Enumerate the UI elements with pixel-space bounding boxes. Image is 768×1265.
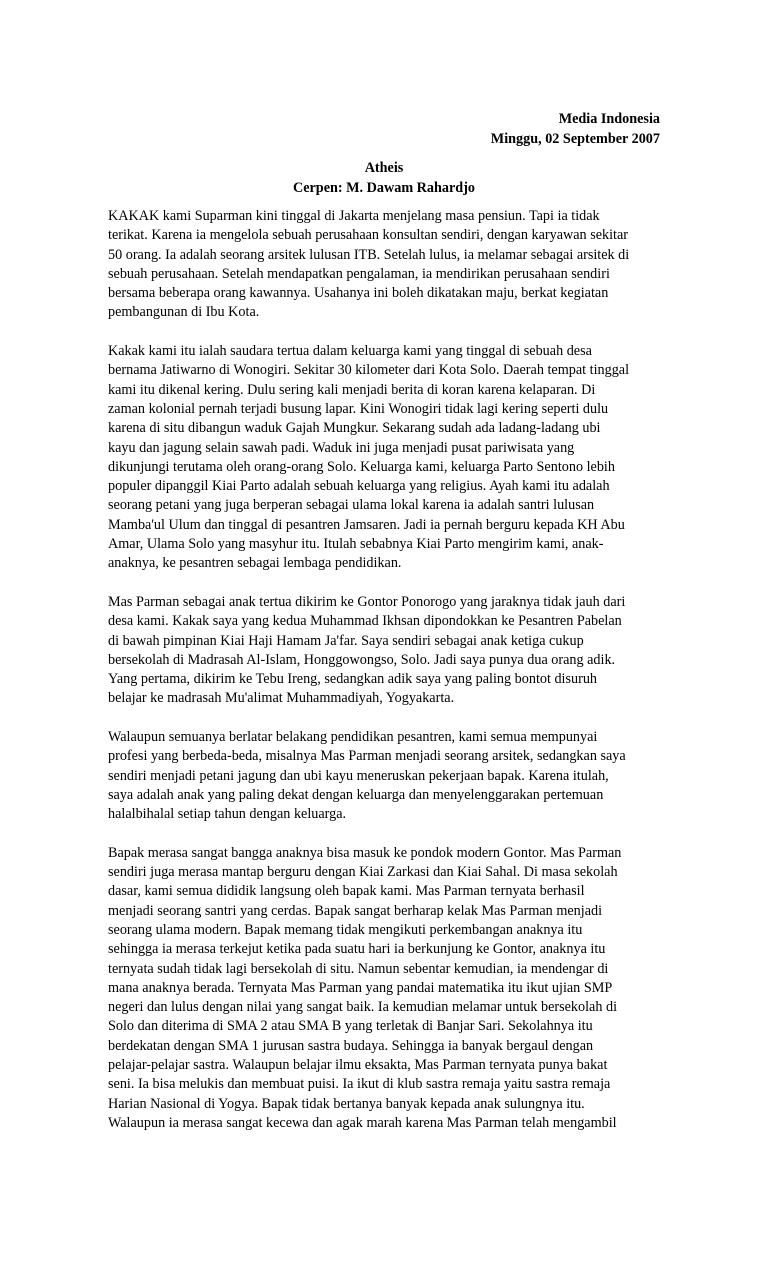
text-line: seorang petani yang juga berperan sebagai ulama lokal karena ia adalah santri lulusan — [108, 497, 595, 514]
story-body — [108, 207, 668, 1153]
text-line: Bapak merasa sangat bangga anaknya bisa masuk ke pondok modern Gontor. Mas Parman — [108, 844, 622, 861]
paragraph-3 — [108, 593, 668, 709]
publication-date: Minggu, 02 September 2007 — [490, 131, 660, 147]
text-line: anaknya, ke pesantren sebagai lembaga pendidikan. — [108, 555, 402, 572]
story-byline: Cerpen: M. Dawam Rahardjo — [292, 180, 476, 196]
text-line: Walaupun ia merasa sangat kecewa dan agak marah karena Mas Parman telah mengambil — [108, 1114, 617, 1131]
text-line: bersekolah di Madrasah Al-Islam, Honggowongso, Solo. Jadi saya punya dua orang adik. — [108, 651, 616, 668]
text-line: mana anaknya berada. Ternyata Mas Parman yang pandai matematika itu ikut ujian SMP — [108, 979, 613, 996]
text-line: Solo dan diterima di SMA 2 atau SMA B yang terletak di Banjar Sari. Sekolahnya itu — [108, 1018, 593, 1035]
text-line: Mas Parman sebagai anak tertua dikirim ke Gontor Ponorogo yang jaraknya tidak jauh dari — [108, 593, 626, 610]
text-line: ternyata sudah tidak lagi bersekolah di situ. Namun sebentar kemudian, ia mendengar di — [108, 960, 609, 977]
text-line: bernama Jatiwarno di Wonogiri. Sekitar 30 kilometer dari Kota Solo. Daerah tempat tinggal — [108, 362, 630, 379]
text-line: menjadi seorang santri yang cerdas. Bapak sangat berharap kelak Mas Parman menjadi — [108, 902, 603, 919]
text-line: dasar, kami semua dididik langsung oleh bapak kami. Mas Parman ternyata berhasil — [108, 883, 585, 900]
text-line: KAKAK kami Suparman kini tinggal di Jakarta menjelang masa pensiun. Tapi ia tidak — [108, 208, 600, 224]
text-line: zaman kolonial pernah terjadi busung lapar. Kini Wonogiri tidak lagi kering seperti dulu — [108, 400, 609, 417]
text-line: karena di situ dibangun waduk Gajah Mungkur. Sekarang sudah ada ladang-ladang ubi — [108, 420, 601, 437]
text-line: Kakak kami itu ialah saudara tertua dalam keluarga kami yang tinggal di sebuah desa — [108, 343, 592, 360]
text-line: seni. Ia bisa melukis dan membuat puisi. Ia ikut di klub sastra remaja yaitu sastra remaja — [108, 1076, 611, 1093]
text-line: pembangunan di Ibu Kota. — [108, 304, 260, 321]
text-line: Yang pertama, dikirim ke Tebu Ireng, sedangkan adik saya yang paling bontot disuruh — [108, 671, 598, 688]
text-line: sehingga ia merasa terkejut ketika pada suatu hari ia berkunjung ke Gontor, anaknya itu — [108, 941, 606, 958]
paragraph-5 — [108, 844, 668, 1133]
text-line: sebuah perusahaan. Setelah mendapatkan pengalaman, ia mendirikan perusahaan sendiri — [108, 265, 610, 282]
masthead — [491, 109, 660, 149]
paragraph-4 — [108, 728, 668, 824]
text-line: sendiri menjadi petani jagung dan ubi kayu meneruskan pekerjaan bapak. Karena itulah, — [108, 767, 609, 784]
text-line: Walaupun semuanya berlatar belakang pendidikan pesantren, kami semua mempunyai — [108, 729, 598, 746]
text-line: terikat. Karena ia mengelola sebuah perusahaan konsultan sendiri, dengan karyawan sekitar — [108, 227, 629, 244]
text-line: halalbihalal setiap tahun dengan keluarga. — [108, 806, 347, 823]
text-line: Mamba'ul Ulum dan tinggal di pesantren Jamsaren. Jadi ia pernah berguru kepada KH Abu — [108, 516, 625, 533]
title-block — [108, 158, 660, 198]
text-line: desa kami. Kakak saya yang kedua Muhammad Ikhsan dipondokkan ke Pesantren Pabelan — [108, 613, 622, 630]
paragraph-2 — [108, 342, 668, 574]
text-line: berdekatan dengan SMA 1 jurusan sastra budaya. Sehingga ia banyak bergaul dengan — [108, 1037, 594, 1054]
story-title: Atheis — [364, 160, 404, 176]
text-line: negeri dan lulus dengan nilai yang sangat baik. Ia kemudian melamar untuk bersekolah di — [108, 999, 618, 1016]
text-line: saya adalah anak yang paling dekat dengan keluarga dan menyelenggarakan pertemuan — [108, 786, 604, 803]
text-line: populer dipanggil Kiai Parto adalah sebuah keluarga yang religius. Ayah kami itu adalah — [108, 478, 610, 495]
text-line: 50 orang. Ia adalah seorang arsitek lulusan ITB. Setelah lulus, ia melamar sebagai arsitek di — [108, 246, 630, 263]
text-line: Amar, Ulama Solo yang masyhur itu. Itulah sebabnya Kiai Parto mengirim kami, anak- — [108, 536, 604, 553]
text-line: dikunjungi terutama oleh orang-orang Solo. Keluarga kami, keluarga Parto Sentono lebih — [108, 458, 615, 475]
text-line: bersama beberapa orang kawannya. Usahanya ini boleh dikatakan maju, berkat kegiatan — [108, 285, 609, 302]
text-line: Harian Nasional di Yogya. Bapak tidak bertanya banyak kepada anak sulungnya itu. — [108, 1095, 585, 1112]
text-line: di bawah pimpinan Kiai Haji Hamam Ja'far. Saya sendiri sebagai anak ketiga cukup — [108, 632, 584, 649]
text-line: belajar ke madrasah Mu'alimat Muhammadiyah, Yogyakarta. — [108, 690, 455, 707]
text-line: sendiri juga merasa mantap berguru dengan Kiai Zarkasi dan Kiai Sahal. Di masa sekolah — [108, 864, 618, 881]
publication-name: Media Indonesia — [558, 111, 660, 127]
text-line: pelajar-pelajar sastra. Walaupun belajar ilmu eksakta, Mas Parman ternyata punya bakat — [108, 1057, 608, 1074]
text-line: kami itu dikenal kering. Dulu sering kali menjadi berita di koran karena kelaparan. Di — [108, 381, 596, 398]
text-line: seorang ulama modern. Bapak memang tidak mengikuti perkembangan anaknya itu — [108, 921, 583, 938]
paragraph-1 — [108, 207, 668, 323]
text-line: kayu dan jagung selain sawah padi. Waduk ini juga menjadi pusat pariwisata yang — [108, 439, 575, 456]
text-line: profesi yang berbeda-beda, misalnya Mas Parman menjadi seorang arsitek, sedangkan saya — [108, 748, 626, 765]
